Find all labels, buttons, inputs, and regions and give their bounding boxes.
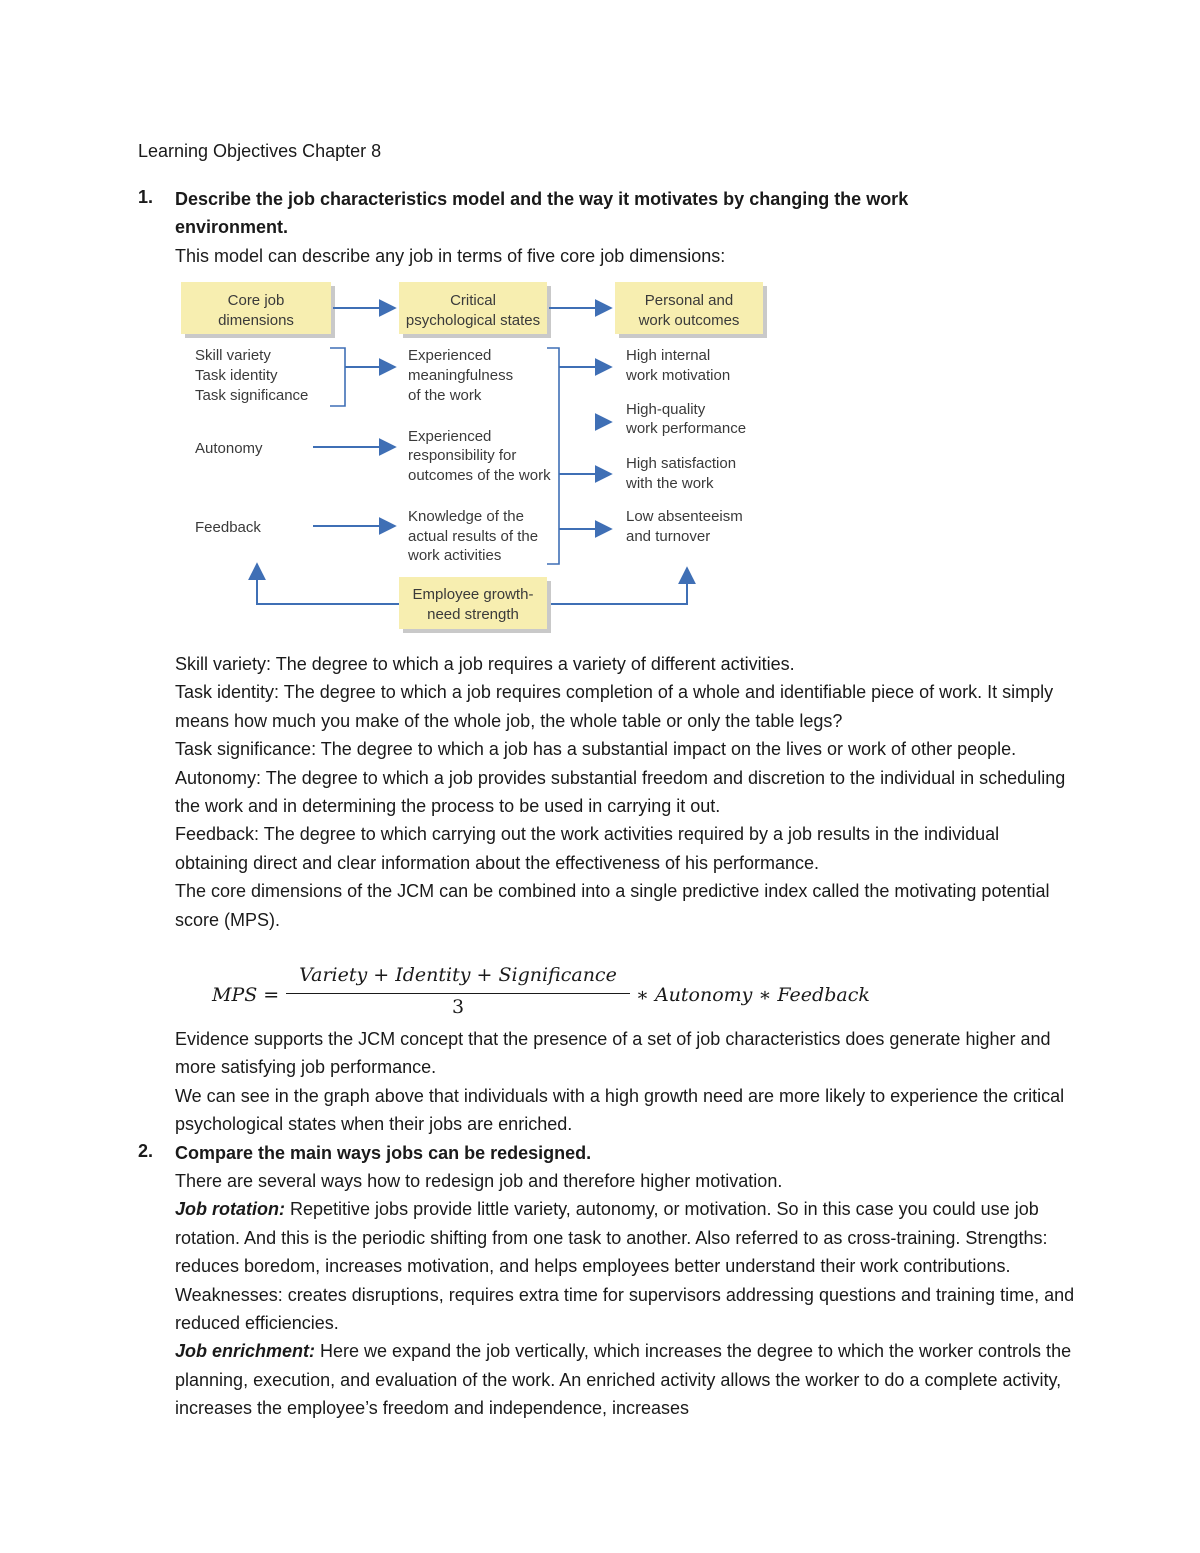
definition-task-significance: Task significance: The degree to which a job has a substantial impact on the lives or work of other people. xyxy=(175,739,1017,760)
objective-2-intro: There are several ways how to redesign job and therefore higher motivation. xyxy=(175,1171,783,1191)
growth-need-paragraph: We can see in the graph above that individuals with a high growth need are more likely to experience the critical psychological states when their jobs are enriched. xyxy=(175,1085,1065,1135)
state-knowledge-line2: actual results of the xyxy=(408,528,539,545)
header-states-line2: psychological states xyxy=(405,312,541,329)
dim-feedback: Feedback xyxy=(195,519,261,536)
objective-number-2: 2. xyxy=(138,1141,154,1161)
job-rotation-term: Job rotation: xyxy=(175,1199,285,1220)
header-states-line1: Critical xyxy=(450,292,496,309)
after-formula-block xyxy=(175,1025,1075,1139)
state-meaning-line3: of the work xyxy=(408,387,482,404)
header-outcomes-line1: Personal and xyxy=(644,292,734,309)
state-meaning-line2: meaningfulness xyxy=(408,367,514,384)
job-characteristics-model-diagram xyxy=(175,278,775,638)
state-knowledge-line1: Knowledge of the xyxy=(408,508,524,525)
states-bracket xyxy=(547,348,559,564)
objective-number-1: 1. xyxy=(138,187,154,207)
objective-2-body xyxy=(175,1167,1075,1423)
definition-autonomy: Autonomy: The degree to which a job provides substantial freedom and discretion to the individual in scheduling the work and in determining the process to be used in carrying it out. xyxy=(175,767,1066,817)
job-enrichment-paragraph xyxy=(175,1337,1075,1422)
evidence-paragraph: Evidence supports the JCM concept that the presence of a set of job characteristics does generate higher and more satisfying job performance. xyxy=(175,1029,1051,1078)
header-outcomes-line2: work outcomes xyxy=(638,312,740,329)
formula-fraction xyxy=(286,964,630,1018)
header-box-psychological-states xyxy=(399,282,551,338)
header-box-core-dimensions xyxy=(181,282,335,338)
objective-heading-1-line1: Describe the job characteristics model and the way it motivates by changing the work xyxy=(175,189,909,209)
out-performance-line2: work performance xyxy=(626,420,747,437)
formula-lhs: MPS = xyxy=(212,984,280,1006)
definition-feedback: Feedback: The degree to which carrying out the work activities required by a job results in the individual obtaining direct and clear information about the effectiveness of his performance. xyxy=(175,824,1000,873)
formula-numerator: Variety + Identity + Significance xyxy=(299,964,617,986)
header-core-line1: Core job xyxy=(227,292,285,309)
out-absenteeism-line1: Low absenteeism xyxy=(626,508,743,525)
formula-rhs: ∗ Autonomy ∗ Feedback xyxy=(636,984,870,1006)
mps-intro: The core dimensions of the JCM can be combined into a single predictive index called the motivating potential score (MPS). xyxy=(175,881,1050,930)
objective-heading-1-line2: environment. xyxy=(175,217,289,238)
state-knowledge-line3: work activities xyxy=(408,547,502,564)
objective-heading-2: Compare the main ways jobs can be redesigned. xyxy=(175,1143,592,1163)
out-motivation-line1: High internal xyxy=(626,347,711,364)
mps-formula xyxy=(212,964,912,1024)
header-box-work-outcomes xyxy=(615,282,767,338)
moderator-arrow-left xyxy=(257,564,399,604)
out-satisfaction-line1: High satisfaction xyxy=(626,455,737,472)
dims-bracket xyxy=(330,348,345,406)
job-rotation-paragraph xyxy=(175,1195,1075,1337)
moderator-line2: need strength xyxy=(427,606,519,623)
dim-skill-variety: Skill variety xyxy=(195,347,271,364)
formula-denominator: 3 xyxy=(451,996,465,1018)
moderator-line1: Employee growth- xyxy=(412,586,534,603)
definition-task-identity: Task identity: The degree to which a job requires completion of a whole and identifiable piece of work. It simply means how much you make of the whole job, the whole table or only the table legs? xyxy=(175,682,1054,731)
state-responsibility-line3: outcomes of the work xyxy=(408,467,551,484)
dim-task-identity: Task identity xyxy=(195,367,278,384)
out-satisfaction-line2: with the work xyxy=(626,475,714,492)
state-responsibility-line1: Experienced xyxy=(408,428,492,445)
header-core-line2: dimensions xyxy=(218,312,294,329)
job-enrichment-text: Here we expand the job vertically, which increases the degree to which the worker controls the planning, execution, and evaluation of the work. An enriched activity allows the worker to do a complete activity, increases the employee’s freedom and independence, increases xyxy=(175,1341,1072,1419)
dim-autonomy: Autonomy xyxy=(195,440,263,457)
dim-task-significance: Task significance xyxy=(195,387,309,404)
state-responsibility-line2: responsibility for xyxy=(408,447,517,464)
out-motivation-line2: work motivation xyxy=(626,367,731,384)
state-meaning-line1: Experienced xyxy=(408,347,492,364)
job-rotation-text: Repetitive jobs provide little variety, autonomy, or motivation. So in this case you could use job rotation. And this is the periodic shifting from one task to another. Also referred to as cross-training. Strengths: reduces boredom, increases motivation, and helps employees better understand their work contributions. Weaknesses: creates disruptions, requires extra time for supervisors addressing questions and training time, and reduced efficiencies. xyxy=(175,1199,1075,1334)
moderator-arrow-right xyxy=(547,568,687,604)
definition-skill-variety: Skill variety: The degree to which a job requires a variety of different activities. xyxy=(175,654,795,674)
moderator-box-growth-need xyxy=(399,577,551,633)
out-performance-line1: High-quality xyxy=(626,401,706,418)
definitions-block xyxy=(175,650,1075,934)
objective-1-intro: This model can describe any job in terms of five core job dimensions: xyxy=(175,246,726,266)
job-enrichment-term: Job enrichment: xyxy=(175,1341,316,1362)
page-title: Learning Objectives Chapter 8 xyxy=(138,141,382,161)
formula-fraction-bar xyxy=(286,993,630,994)
objective-heading-1 xyxy=(175,185,1075,242)
out-absenteeism-line2: and turnover xyxy=(626,528,711,545)
